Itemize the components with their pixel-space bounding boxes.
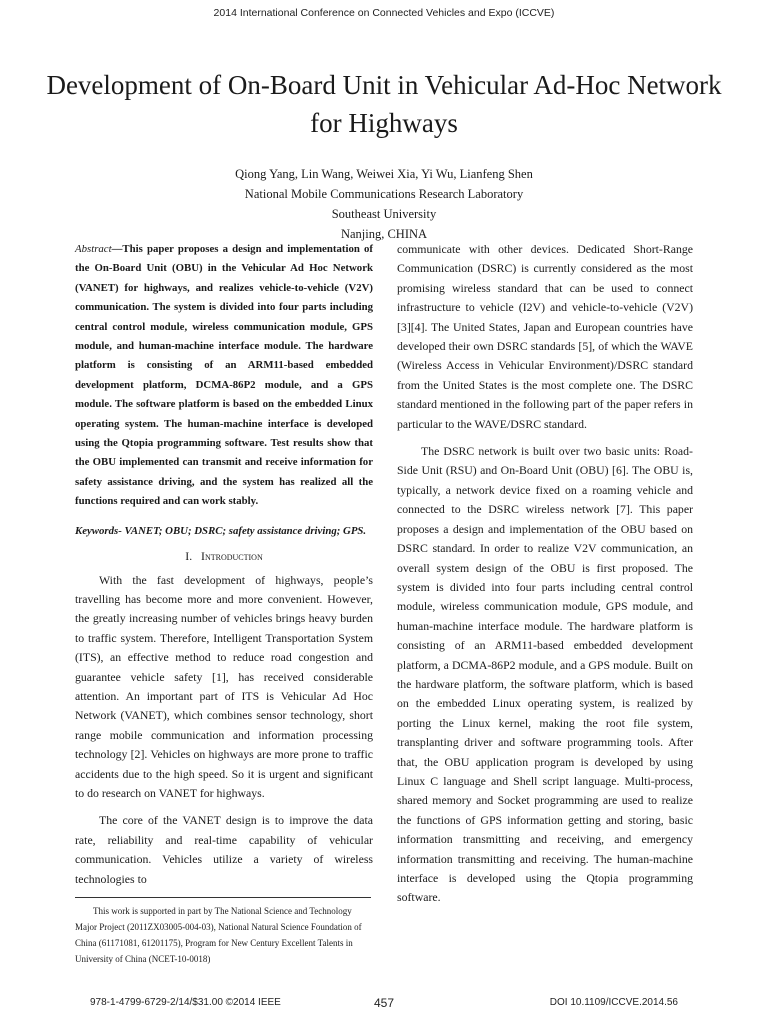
intro-paragraph-2: The core of the VANET design is to improve the data rate, reliability and real-time capability of vehicular communication. Vehicles utilize a variety of wireless technologies to [75,813,373,886]
right-paragraph-2: The DSRC network is built over two basic units: Road-Side Unit (RSU) and On-Board Unit (OBU) [6]. The OBU is, typically, a network device fixed on a roaming vehicle and connected to the DSRC wireless network [7]. This paper proposes a design and implementation of the OBU based on DSRC standard. In order to realize V2V communication, an overall system design of the OBU is first proposed. The system is divided into four parts including central control module, wireless communication module, GPS module, and human-machine interface module. The hardware platform is consisting of an ARM11-based embedded development platform, a DCMA-86P2 module, and a GPS module. Built on the hardware platform, the software platform, which is based on the embedded Linux operating system, is realized by porting the Linux kernel, making the root file system, transplanting driver and software programming tools. After that, the OBU application program is developed by using Linux C language and Shell script language. Multi-process, shared memory and Socket programming are used to realize the functions of GPS information getting and storing, basic information transmitting and receiving, and emergency information transmitting and receiving. The human-machine interface is developed using the Qtopia programming software. [397,444,693,905]
author-university: Southeast University [331,207,437,221]
author-location: Nanjing, CHINA [340,227,428,241]
author-block [0,164,768,244]
footer-doi: DOI 10.1109/ICCVE.2014.56 [549,997,678,1008]
footer-isbn: 978-1-4799-6729-2/14/$31.00 ©2014 IEEE [90,997,281,1008]
paper-title: Development of On-Board Unit in Vehicular Ad-Hoc Network for Highways [46,70,722,138]
conference-header: 2014 International Conference on Connected Vehicles and Expo (ICCVE) [213,7,555,19]
section-number: I. [185,549,193,564]
author-lab: National Mobile Communications Research Laboratory [244,187,524,201]
abstract-text: —This paper proposes a design and implementation of the On-Board Unit (OBU) in the Vehicular Ad Hoc Network (VANET) for highways, and realizes vehicle-to-vehicle (V2V) communication. The system is divided into four parts including central control module, wireless communication module, GPS module, and human-machine interface module. The hardware platform is consisting of an ARM11-based embedded development platform, DCMA-86P2 module, and a GPS module. The software platform is based on the embedded Linux operating system. The human-machine interface is developed using the Qtopia programming software. Test results show that the OBU implemented can transmit and receive information for safety assistance driving, and the system has realized all the functions required and can work stably. [75,243,373,508]
author-names: Qiong Yang, Lin Wang, Weiwei Xia, Yi Wu, Lianfeng Shen [235,167,533,181]
keywords: Keywords- VANET; OBU; DSRC; safety assistance driving; GPS. [75,524,367,537]
footer-page-number: 457 [373,996,395,1010]
intro-paragraph-1: With the fast development of highways, people’s travelling has become more and more convenient. However, the greatly increasing number of vehicles brings heavy burden to traffic system. Therefore, Intelligent Transportation System (ITS), an effective method to reduce road congestion and guarantee vehicle safety [1], has received considerable attention. An important part of ITS is Vehicular Ad Hoc Network (VANET), which combines sensor technology, short range mobile communication and information processing technology [2]. Vehicles on highways are more prone to traffic accidents due to the high speed. So it is urgent and significant to do research on VANET for highways. [75,572,373,800]
abstract-lead: Abstract [75,243,112,255]
right-paragraph-1: communicate with other devices. Dedicated Short-Range Communication (DSRC) is currently considered as the most promising wireless standard that can be used to connect infrastructure to vehicle (I2V) and vehicle-to-vehicle (V2V) [3][4]. The United States, Japan and European countries have developed their own DSRC standards [5], of which the WAVE (Wireless Access in Vehicular Environment)/DSRC standard from the United States is the most complete one. The DSRC standard mentioned in the following part of the paper refers in particular to the WAVE/DSRC standard. [397,242,693,431]
abstract [75,240,373,512]
right-column [397,240,693,908]
section-heading [75,547,373,566]
section-title: Introduction [201,549,263,564]
funding-footnote: This work is supported in part by The National Science and Technology Major Project (2011ZX03005-004-03), National Natural Science Foundation of China (61171081, 61201175), Program for New Century Excellent Talents in University of China (NCET-10-0018) [75,906,362,964]
left-column [75,240,373,889]
footnote-divider [75,897,371,898]
